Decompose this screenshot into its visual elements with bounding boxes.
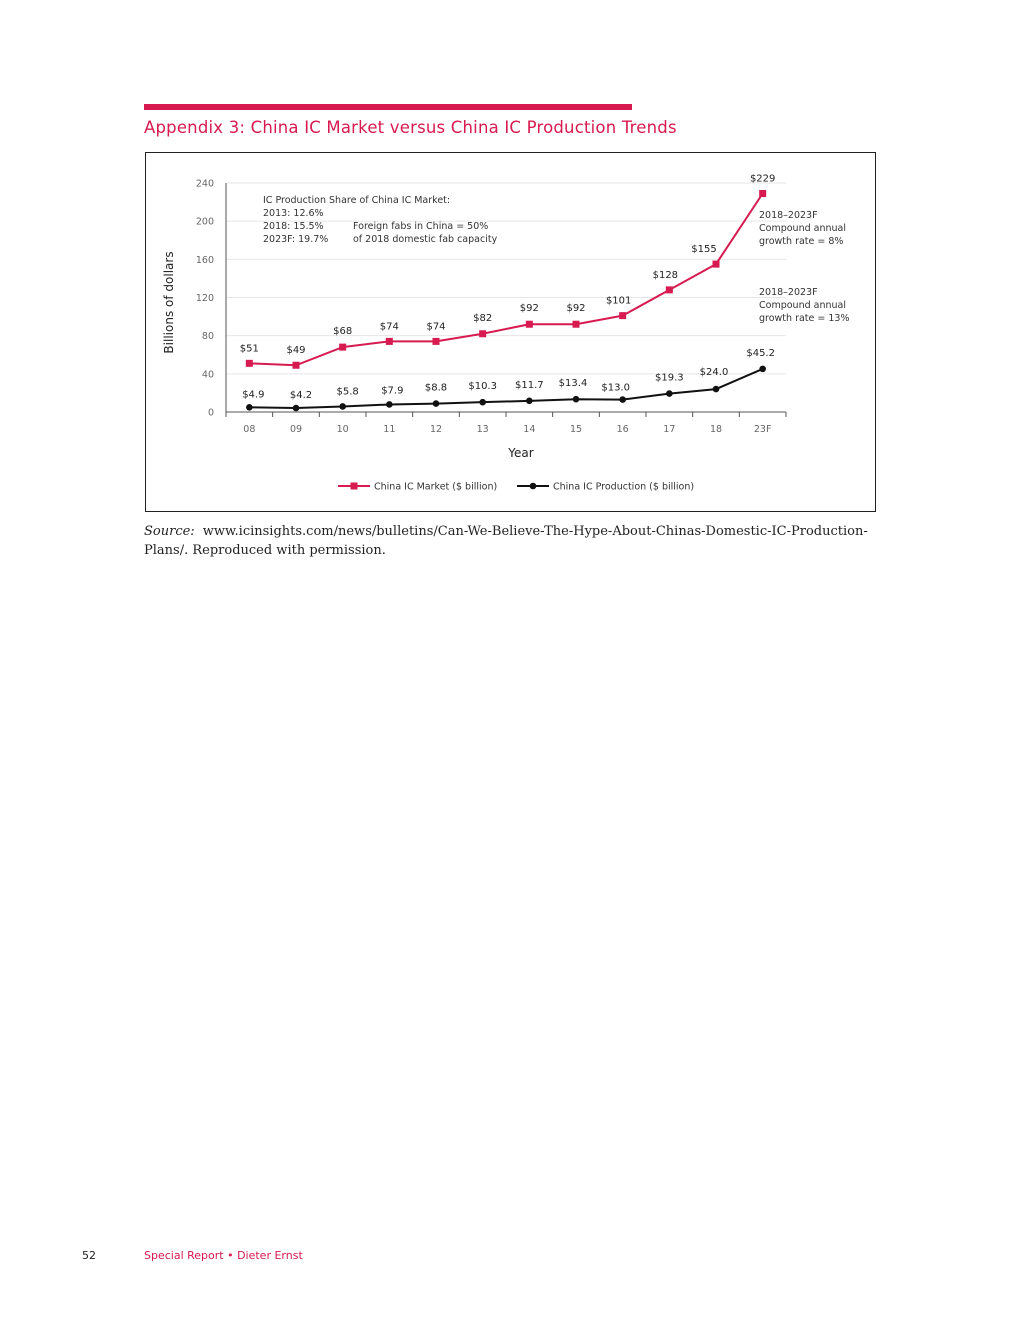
market-data-label: $68 <box>333 326 353 338</box>
x-tick-label: 13 <box>476 424 489 435</box>
production-data-label: $4.9 <box>242 389 265 401</box>
market-point <box>246 360 253 367</box>
market-point <box>619 312 626 319</box>
x-tick-label: 16 <box>616 424 629 435</box>
production-data-label: $7.9 <box>381 385 404 397</box>
production-cagr-annotation-line: 2018–2023F <box>759 287 818 298</box>
production-data-label: $45.2 <box>746 347 775 359</box>
production-data-label: $13.0 <box>601 382 630 394</box>
production-point <box>573 396 580 403</box>
x-axis-title: Year <box>508 446 534 460</box>
market-line <box>249 193 762 365</box>
production-point <box>759 366 766 373</box>
x-tick-label: 14 <box>523 424 536 435</box>
market-point <box>759 190 766 197</box>
share-annotation-line: 2018: 15.5% <box>263 221 324 232</box>
market-point <box>573 321 580 328</box>
production-point <box>246 404 253 411</box>
legend-market-swatch-marker <box>351 483 358 490</box>
source-label: Source: <box>144 524 195 539</box>
market-data-label: $128 <box>652 269 679 281</box>
y-tick-label: 0 <box>207 407 214 419</box>
share-annotation-line: 2023F: 19.7% <box>263 234 329 245</box>
production-point <box>666 390 673 397</box>
page-number: 52 <box>82 1249 96 1262</box>
legend-production-label: China IC Production ($ billion) <box>553 481 695 493</box>
y-tick-label: 40 <box>201 369 214 381</box>
production-data-label: $10.3 <box>468 381 497 393</box>
legend-production-swatch-marker <box>530 483 537 490</box>
market-point <box>386 338 393 345</box>
market-data-label: $82 <box>473 312 493 324</box>
market-point <box>713 261 720 268</box>
market-data-label: $155 <box>691 244 717 256</box>
x-tick-label: 18 <box>709 424 723 435</box>
market-data-label: $229 <box>749 173 776 185</box>
market-data-label: $101 <box>605 295 632 307</box>
market-data-label: $74 <box>379 321 399 333</box>
y-tick-label: 160 <box>195 254 214 266</box>
source-note <box>144 522 884 560</box>
market-cagr-annotation-line: Compound annual <box>759 223 846 234</box>
running-footer: Special Report • Dieter Ernst <box>144 1249 303 1262</box>
market-data-label: $74 <box>426 321 446 333</box>
market-point <box>479 330 486 337</box>
market-point <box>433 338 440 345</box>
market-data-label: $49 <box>286 345 306 357</box>
production-point <box>713 386 720 393</box>
production-data-label: $4.2 <box>289 389 313 401</box>
x-tick-label: 11 <box>383 424 396 435</box>
market-data-label: $51 <box>239 343 259 355</box>
share-annotation-line: 2013: 12.6% <box>263 208 324 219</box>
production-point <box>386 401 393 408</box>
x-tick-label: 17 <box>663 424 676 435</box>
market-point <box>339 344 346 351</box>
x-tick-label: 12 <box>429 424 443 435</box>
x-tick-label: 10 <box>336 424 349 435</box>
production-line <box>249 369 762 408</box>
production-data-label: $19.3 <box>655 372 684 384</box>
y-axis-title: Billions of dollars <box>162 251 176 354</box>
y-tick-label: 120 <box>195 293 214 304</box>
production-cagr-annotation-line: Compound annual <box>759 300 846 311</box>
y-tick-label: 80 <box>201 331 214 343</box>
source-text: www.icinsights.com/news/bulletins/Can-We-Believe-The-Hype-About-Chinas-Domestic-IC-Production-Plans/. Reproduced with permission. <box>144 524 868 558</box>
production-data-label: $5.8 <box>336 386 359 398</box>
y-tick-label: 200 <box>195 216 214 228</box>
production-point <box>293 405 300 412</box>
x-tick-label: 09 <box>289 424 303 435</box>
x-tick-label: 08 <box>243 424 256 435</box>
production-point <box>479 399 486 406</box>
production-data-label: $8.8 <box>424 382 448 394</box>
share-annotation-line: IC Production Share of China IC Market: <box>263 195 451 206</box>
production-data-label: $11.7 <box>515 379 544 391</box>
production-data-label: $13.4 <box>558 378 588 390</box>
production-point <box>433 400 440 407</box>
y-tick-label: 240 <box>195 178 214 190</box>
chart-frame <box>145 152 876 512</box>
production-point <box>619 396 626 403</box>
market-point <box>293 362 300 369</box>
foreign-fabs-annotation-line: Foreign fabs in China = 50% <box>353 221 489 232</box>
market-cagr-annotation-line: growth rate = 8% <box>759 236 844 247</box>
production-point <box>526 398 533 405</box>
foreign-fabs-annotation-line: of 2018 domestic fab capacity <box>353 234 498 245</box>
accent-rule <box>144 104 632 110</box>
line-chart <box>146 153 875 511</box>
production-cagr-annotation-line: growth rate = 13% <box>759 313 850 324</box>
legend-market-label: China IC Market ($ billion) <box>374 481 498 493</box>
market-data-label: $92 <box>519 303 539 315</box>
x-tick-label: 15 <box>569 424 583 435</box>
market-point <box>666 286 673 293</box>
appendix-title: Appendix 3: China IC Market versus China IC Production Trends <box>144 118 677 137</box>
market-point <box>526 321 533 328</box>
market-data-label: $92 <box>566 303 586 315</box>
production-point <box>339 403 346 410</box>
market-cagr-annotation-line: 2018–2023F <box>759 210 818 221</box>
production-data-label: $24.0 <box>699 367 729 379</box>
x-tick-label: 23F <box>753 424 772 435</box>
